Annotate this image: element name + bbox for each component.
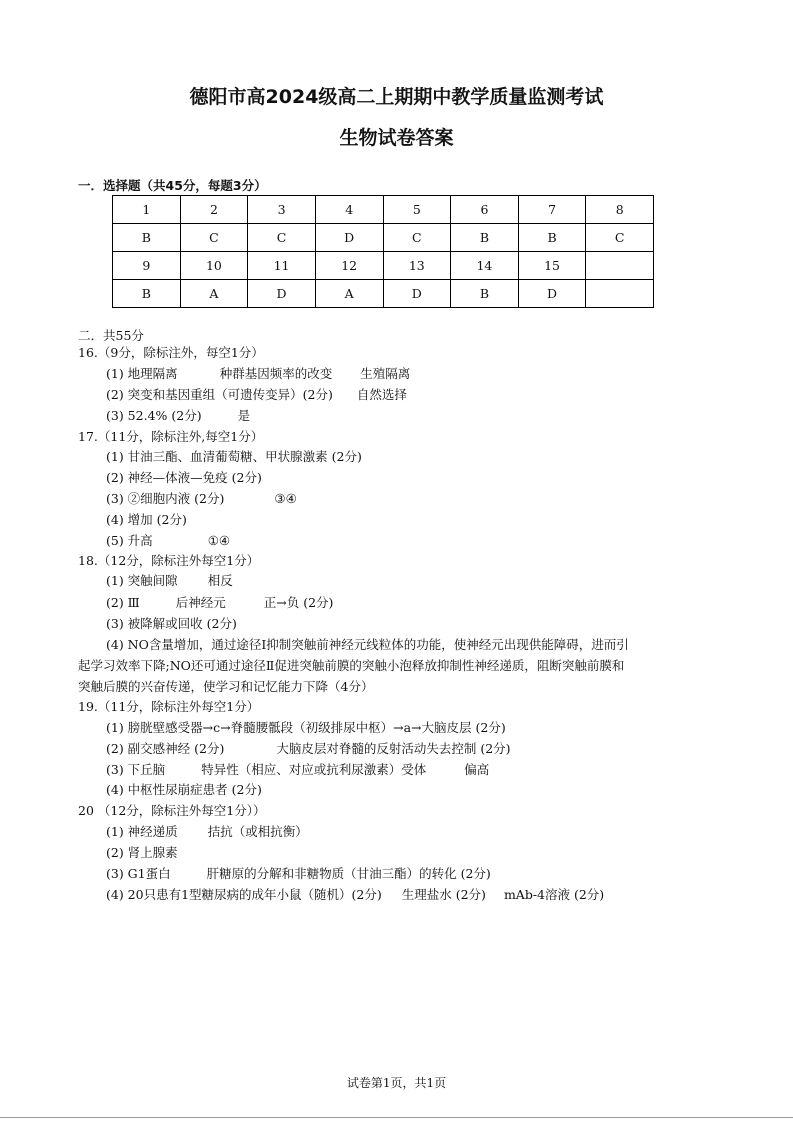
table-cell: C [248,224,316,252]
table-row [113,224,654,252]
table-cell: 11 [248,252,316,280]
q20-line4 [106,887,604,903]
section1-heading: 一．选择题（共45分，每题3分） [78,178,267,193]
answer-text: ③④ [274,491,297,506]
table-cell: A [315,280,383,308]
q17-line4: (4) 增加 (2分) [106,512,187,527]
answer-text: 相反 [207,573,233,588]
table-row [113,280,654,308]
answer-text: (3) 52.4% (2分) [106,408,202,423]
q18-line4c: 突触后膜的兴奋传递，使学习和记忆能力下降（4分） [78,679,374,694]
answer-text: 特异性（相应、对应或抗利尿激素）受体 [201,762,427,777]
answer-text: (2) Ⅲ [106,595,140,610]
q16-line3 [106,408,250,424]
answer-text: 是 [237,408,251,423]
bottom-divider [0,1117,793,1118]
table-cell: 12 [315,252,383,280]
q19-heading: 19.（11分，除标注外每空1分） [78,699,260,714]
table-cell: 13 [383,252,451,280]
table-cell: 9 [113,252,181,280]
table-cell: 4 [315,196,383,224]
table-cell: 14 [451,252,519,280]
table-cell: D [248,280,316,308]
answer-text: 生理盐水 (2分) [401,887,486,902]
q17-line1: (1) 甘油三酯、血清葡萄糖、甲状腺激素 (2分) [106,449,362,464]
q18-line4b: 起学习效率下降;NO还可通过途径Ⅱ促进突触前膜的突触小泡释放抑制性神经递质，阻断突触前膜和 [78,658,625,673]
q16-heading: 16.（9分，除标注外，每空1分） [78,345,264,360]
q20-line2: (2) 肾上腺素 [106,845,178,860]
table-cell: B [518,224,586,252]
table-cell: 15 [518,252,586,280]
page-footer: 试卷第1页，共1页 [346,1076,447,1090]
answer-text: (3) ②细胞内液 (2分) [106,491,225,506]
table-cell: B [113,280,181,308]
table-row [113,196,654,224]
q20-heading: 20 （12分，除标注外每空1分）） [78,803,266,818]
table-cell: 5 [383,196,451,224]
table-cell: B [451,280,519,308]
table-cell: 6 [451,196,519,224]
table-cell: 3 [248,196,316,224]
answer-text: 肝糖原的分解和非糖物质（甘油三酯）的转化 (2分) [206,866,491,881]
table-cell: B [113,224,181,252]
q18-line3: (3) 被降解或回收 (2分) [106,616,237,631]
table-cell: B [451,224,519,252]
answer-text: 正→负 (2分) [263,595,334,610]
answer-text: 种群基因频率的改变 [219,366,333,381]
answer-text: (5) 升高 [106,533,153,548]
answer-text: (2) 突变和基因重组（可遗传变异）(2分) [106,387,333,402]
q18-line2 [106,595,333,611]
answer-text: (3) 下丘脑 [106,762,166,777]
answer-text: 生殖隔离 [360,366,411,381]
q19-line1: (1) 膀胱壁感受器→c→脊髓腰骶段（初级排尿中枢）→a→大脑皮层 (2分) [106,720,506,735]
answer-text: (2) 副交感神经 (2分) [106,741,225,756]
answer-text: 自然选择 [356,387,407,402]
answer-text: (1) 神经递质 [106,824,178,839]
q19-line4: (4) 中枢性尿崩症患者 (2分) [106,782,262,797]
answer-text: (3) G1蛋白 [106,866,171,881]
answer-text: (1) 突触间隙 [106,573,178,588]
table-cell [586,252,654,280]
table-row [113,252,654,280]
table-cell: 7 [518,196,586,224]
answer-text: 大脑皮层对脊髓的反射活动失去控制 (2分) [276,741,511,756]
answer-text: 后神经元 [175,595,226,610]
table-cell [586,280,654,308]
q18-line4a: (4) NO含量增加，通过途径Ⅰ抑制突触前神经元线粒体的功能，使神经元出现供能障碍，进而引 [106,637,629,652]
answer-text: 拮抗（或相抗衡） [207,824,308,839]
q20-line1 [106,824,308,840]
table-cell: 10 [180,252,248,280]
answer-table [112,195,654,308]
answer-text: (1) 地理隔离 [106,366,178,381]
answer-text: mAb-4溶液 (2分) [503,887,605,902]
page-title: 德阳市高2024级高二上期期中教学质量监测考试 [189,86,604,108]
q18-line1 [106,573,233,589]
answer-text: ①④ [207,533,231,548]
table-cell: D [315,224,383,252]
table-cell: C [383,224,451,252]
q18-heading: 18.（12分，除标注外每空1分） [78,553,260,568]
answer-text: (4) 20只患有1型糖尿病的成年小鼠（随机）(2分) [106,887,382,902]
table-cell: 1 [113,196,181,224]
page-subtitle: 生物试卷答案 [339,127,454,149]
q17-line3 [106,491,297,507]
table-cell: 2 [180,196,248,224]
q16-line2 [106,387,407,403]
table-cell: D [383,280,451,308]
table-cell: C [180,224,248,252]
answer-text: 偏高 [464,762,490,777]
q17-line5 [106,533,230,549]
table-cell: D [518,280,586,308]
q20-line3 [106,866,491,882]
q19-line3 [106,762,489,778]
table-cell: C [586,224,654,252]
table-cell: A [180,280,248,308]
section2-heading: 二．共55分 [78,328,144,343]
table-cell: 8 [586,196,654,224]
q19-line2 [106,741,511,757]
q16-line1 [106,366,410,382]
q17-heading: 17.（11分，除标注外,每空1分） [78,429,264,444]
q17-line2: (2) 神经—体液—免疫 (2分) [106,470,262,485]
